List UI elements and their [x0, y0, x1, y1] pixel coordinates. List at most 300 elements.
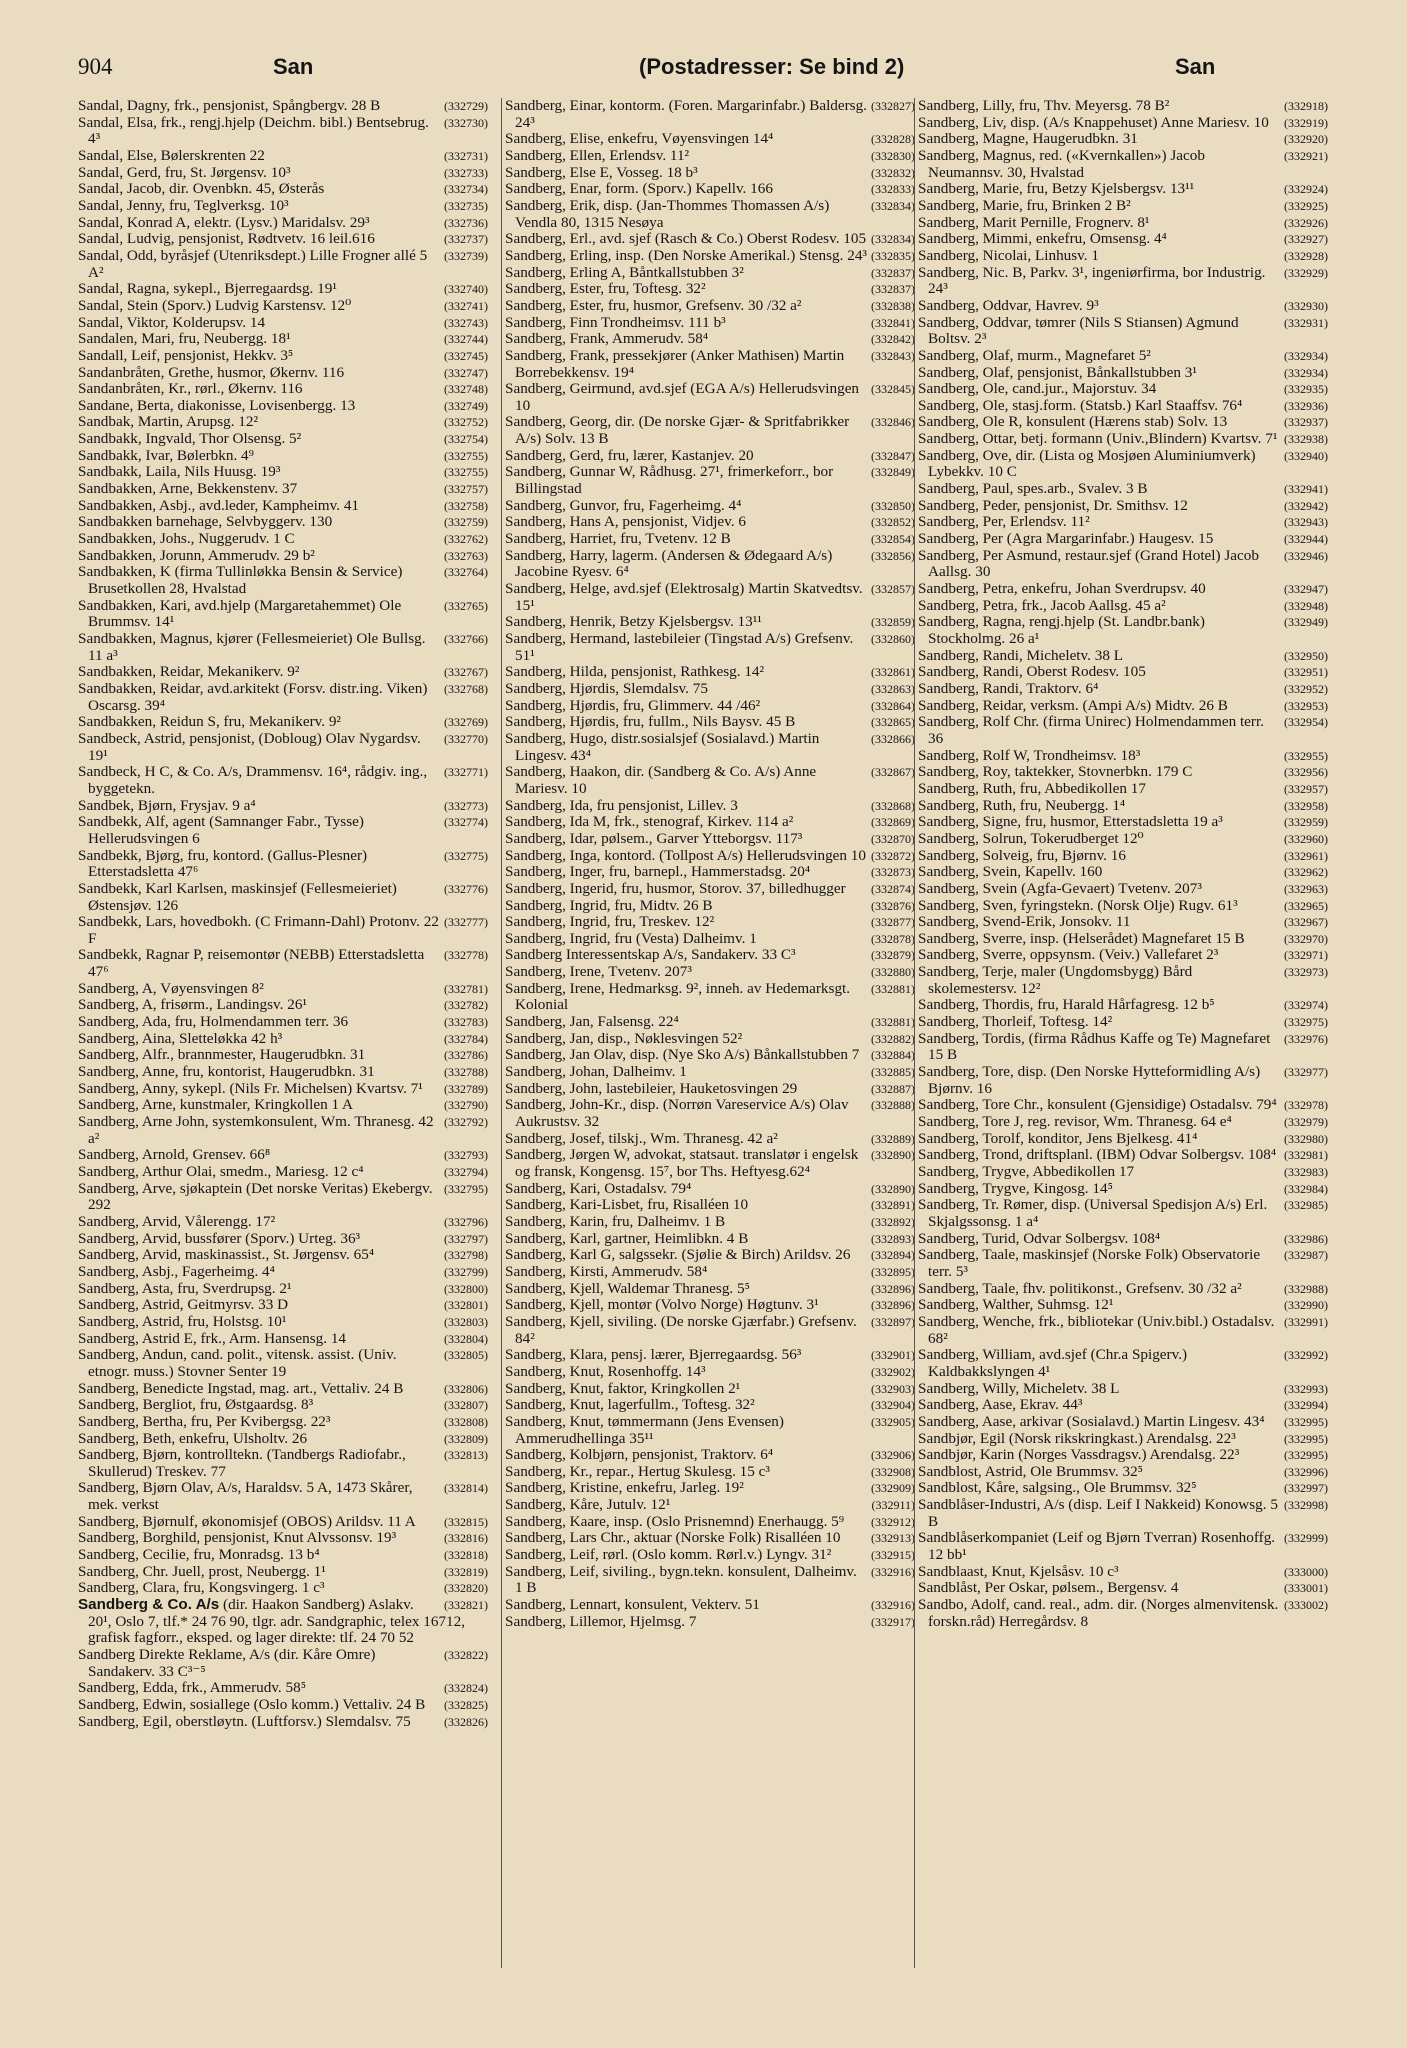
directory-entry: [505, 1281, 915, 1298]
directory-entry: [78, 1314, 488, 1331]
entry-phone: (332924): [1284, 182, 1328, 197]
directory-entry: [78, 498, 488, 515]
entry-phone: (332730): [444, 115, 488, 130]
entry-text: Sandberg, Jan Olav, disp. (Nye Sko A/s) Bånkallstubben 7: [505, 1046, 860, 1064]
directory-entry: [78, 1081, 488, 1098]
entry-phone: (332948): [1284, 598, 1328, 613]
directory-entry: [78, 1431, 488, 1448]
directory-entry: [918, 598, 1328, 615]
header-title: (Postadresser: Se bind 2): [639, 54, 905, 79]
entry-text: Sandal, Elsa, frk., rengj.hjelp (Deichm. bibl.) Bentsebrug. 4³: [78, 113, 429, 148]
entry-phone: (332917): [871, 1614, 915, 1629]
directory-entry: [918, 481, 1328, 498]
directory-entry: [78, 215, 488, 232]
entry-phone: (332977): [1284, 1065, 1328, 1080]
entry-text: Sandberg, Johan, Dalheimv. 1: [505, 1063, 687, 1081]
entry-text: Sandberg, Marit Pernille, Frognerv. 8¹: [918, 213, 1150, 231]
entry-phone: (332942): [1284, 498, 1328, 513]
entry-phone: (332967): [1284, 915, 1328, 930]
directory-entry: [505, 931, 915, 948]
entry-phone: (332752): [444, 415, 488, 430]
entry-text: Sandal, Ludvig, pensjonist, Rødtvetv. 16 leil.616: [78, 230, 375, 248]
entry-text: Sandberg, Trygve, Abbedikollen 17: [918, 1163, 1135, 1180]
entry-phone: (332828): [871, 132, 915, 147]
entry-phone: (332873): [871, 865, 915, 880]
entry-text: Sandbjør, Egil (Norsk rikskringkast.) Arendalsg. 22³: [918, 1429, 1236, 1447]
entry-phone: (332852): [871, 515, 915, 530]
entry-phone: (332846): [871, 415, 915, 430]
entry-phone: (332733): [444, 165, 488, 180]
entry-phone: (332864): [871, 698, 915, 713]
directory-entry: [505, 981, 915, 1014]
entry-phone: (332805): [444, 1348, 488, 1363]
directory-entry: [78, 997, 488, 1014]
entry-text: Sandberg, Ellen, Erlendsv. 11²: [505, 146, 690, 164]
entry-phone: (332986): [1284, 1231, 1328, 1246]
entry-phone: (332981): [1284, 1148, 1328, 1163]
directory-entry: [505, 831, 915, 848]
entry-phone: (332838): [871, 298, 915, 313]
directory-entry: [78, 564, 488, 597]
entry-phone: (332973): [1284, 965, 1328, 980]
entry-phone: (332882): [871, 1031, 915, 1046]
entry-text: Sandberg, Liv, disp. (A/s Knappehuset) Anne Mariesv. 10: [918, 113, 1269, 131]
directory-entry: [505, 1364, 915, 1381]
entry-phone: (332834): [871, 232, 915, 247]
entry-text: Sandberg, Bertha, fru, Per Kvibergsg. 22³: [78, 1412, 331, 1430]
directory-entry: [918, 231, 1328, 248]
entry-text: Sandblåserkompaniet (Leif og Bjørn Tverran) Rosenhoffg. 12 bb¹: [918, 1529, 1276, 1564]
entry-phone: (332940): [1284, 448, 1328, 463]
directory-entry: [78, 531, 488, 548]
directory-entry: [505, 1530, 915, 1547]
directory-entry: [505, 631, 915, 664]
entry-phone: (332774): [444, 815, 488, 830]
entry-text: Sandberg, Sverre, oppsynsm. (Veiv.) Vallefaret 2³: [918, 946, 1219, 964]
directory-entry: [78, 1397, 488, 1414]
entry-text: Sandberg, A, Vøyensvingen 8²: [78, 979, 264, 997]
entry-phone: (332891): [871, 1198, 915, 1213]
entry-phone: (332959): [1284, 815, 1328, 830]
entry-phone: (332857): [871, 582, 915, 597]
directory-entry: [78, 731, 488, 764]
entry-text: Sandberg, Ole R, konsulent (Hærens stab) Solv. 13: [918, 413, 1228, 431]
directory-entry: [505, 448, 915, 465]
entry-phone: (332970): [1284, 931, 1328, 946]
directory-entry: [78, 1347, 488, 1380]
directory-entry: [918, 1114, 1328, 1131]
directory-entry: [78, 1714, 488, 1731]
entry-phone: (332929): [1284, 265, 1328, 280]
entry-text: Sandberg, Else E, Vosseg. 18 b³: [505, 163, 698, 181]
entry-phone: (332792): [444, 1115, 488, 1130]
entry-phone: (332904): [871, 1398, 915, 1413]
entry-phone: (332849): [871, 465, 915, 480]
entry-text: Sandberg, Arvid, maskinassist., St. Jørgensv. 65⁴: [78, 1246, 375, 1264]
directory-entry: [78, 1047, 488, 1064]
entry-phone: (332937): [1284, 415, 1328, 430]
entry-text: Sandberg, Hilda, pensjonist, Rathkesg. 14²: [505, 663, 765, 681]
entry-text: Sandberg, Knut, Rosenhoffg. 14³: [505, 1362, 706, 1380]
entry-phone: (332881): [871, 1015, 915, 1030]
directory-entry: [78, 881, 488, 914]
entry-text: Sandberg, Lennart, konsulent, Vekterv. 51: [505, 1596, 760, 1614]
entry-phone: (332769): [444, 715, 488, 730]
entry-phone: (332920): [1284, 132, 1328, 147]
entry-phone: (332870): [871, 831, 915, 846]
entry-text: Sandberg, A, frisørm., Landingsv. 26¹: [78, 996, 307, 1014]
entry-text: Sandberg, Lilly, fru, Thv. Meyersg. 78 B²: [918, 98, 1170, 114]
entry-phone: (332943): [1284, 515, 1328, 530]
entry-phone: (332999): [1284, 1531, 1328, 1546]
entry-phone: (332827): [871, 99, 915, 113]
directory-entry: [78, 1281, 488, 1298]
entry-text: Sandberg, Reidar, verksm. (Ampi A/s) Midtv. 26 B: [918, 696, 1228, 714]
directory-entry: [918, 1197, 1328, 1230]
entry-phone: (332814): [444, 1481, 488, 1496]
directory-entry: [918, 265, 1328, 298]
directory-entry: [918, 1414, 1328, 1431]
directory-entry: [78, 181, 488, 198]
entry-text: Sandberg, Ida, fru pensjonist, Lillev. 3: [505, 796, 738, 814]
directory-entry: [505, 181, 915, 198]
entry-phone: (332797): [444, 1231, 488, 1246]
directory-entry: [505, 1564, 915, 1597]
entry-phone: (332757): [444, 482, 488, 497]
directory-entry: [78, 481, 488, 498]
entry-phone: (332872): [871, 848, 915, 863]
directory-entry: [505, 231, 915, 248]
entry-phone: (332880): [871, 965, 915, 980]
entry-phone: (332825): [444, 1698, 488, 1712]
entry-phone: (332801): [444, 1298, 488, 1313]
directory-entry: [78, 1247, 488, 1264]
entry-text: Sandberg Interessentskap A/s, Sandakerv. 33 C³: [505, 946, 796, 964]
directory-entry: [918, 198, 1328, 215]
directory-entry: [918, 115, 1328, 132]
entry-text: Sandanbråten, Grethe, husmor, Økernv. 116: [78, 363, 345, 381]
entry-phone: (332845): [871, 382, 915, 397]
entry-text: Sandberg, Petra, frk., Jacob Aallsg. 45 a²: [918, 596, 1166, 614]
directory-entry: [918, 514, 1328, 531]
entry-text: Sandberg, Knut, lagerfullm., Toftesg. 32²: [505, 1396, 755, 1414]
entry-phone: (332793): [444, 1148, 488, 1163]
entry-text: Sandbekk, Bjørg, fru, kontord. (Gallus-Plesner) Etterstadsletta 47⁶: [78, 846, 368, 881]
entry-text: Sandberg, Roy, taktekker, Stovnerbkn. 179 C: [918, 763, 1193, 781]
entry-text: Sandal, Viktor, Kolderupsv. 14: [78, 313, 266, 331]
entry-text: Sandberg, Jan, Falsensg. 22⁴: [505, 1013, 679, 1031]
directory-entry: [505, 348, 915, 381]
directory-entry: [78, 1480, 488, 1513]
entry-text: Sandberg, Aase, Ekrav. 44³: [918, 1396, 1083, 1414]
entry-text: Sandberg, Lars Chr., aktuar (Norske Folk) Risalléen 10: [505, 1529, 841, 1547]
entry-phone: (332887): [871, 1081, 915, 1096]
entry-phone: (332764): [444, 565, 488, 580]
directory-entry: [78, 1097, 488, 1114]
entry-phone: (332859): [871, 615, 915, 630]
entry-text: Sandberg, Ingrid, fru, Treskev. 12²: [505, 913, 715, 931]
directory-entry: [918, 531, 1328, 548]
entry-text: Sandberg, Harry, lagerm. (Andersen & Ødegaard A/s) Jacobine Ryesv. 6⁴: [505, 546, 833, 581]
entry-text: Sandberg, Kjell, siviling. (De norske Gjærfabr.) Grefsenv. 84²: [505, 1312, 857, 1347]
entry-text: Sandberg, Sven, fyringstekn. (Norsk Olje) Rugv. 61³: [918, 896, 1238, 914]
entry-text: Sandbakken, Jorunn, Ammerudv. 29 b²: [78, 546, 315, 564]
entry-phone: (332913): [871, 1531, 915, 1546]
entry-text: Sandberg, Einar, kontorm. (Foren. Margarinfabr.) Baldersg. 24³: [505, 98, 867, 131]
entry-text: Sandberg, Solveig, fru, Bjørnv. 16: [918, 846, 1126, 864]
entry-text: Sandblåser-Industri, A/s (disp. Leif I Nakkeid) Konowsg. 5 B: [918, 1496, 1278, 1530]
entry-text: Sandberg, Ingerid, fru, husmor, Storov. 37, billedhugger: [505, 879, 846, 897]
entry-phone: (332781): [444, 981, 488, 996]
entry-phone: (332896): [871, 1281, 915, 1296]
entry-phone: (332930): [1284, 298, 1328, 313]
entry-phone: (332950): [1284, 648, 1328, 663]
entry-phone: (333002): [1284, 1598, 1328, 1613]
directory-entry: [78, 165, 488, 182]
directory-entry: [918, 431, 1328, 448]
entry-text: Sandalen, Mari, fru, Neubergg. 18¹: [78, 330, 291, 348]
directory-entry: [78, 631, 488, 664]
entry-text: Sandberg, Klara, pensj. lærer, Bjerregaardsg. 56³: [505, 1346, 802, 1364]
directory-entry: [505, 1197, 915, 1214]
directory-entry: [505, 531, 915, 548]
entry-text: Sandberg, Terje, maler (Ungdomsbygg) Bård skolemestersv. 12²: [918, 963, 1193, 997]
directory-entry: [78, 148, 488, 165]
entry-phone: (332990): [1284, 1298, 1328, 1313]
entry-text: Sandberg, Edwin, sosiallege (Oslo komm.) Vettaliv. 24 B: [78, 1696, 426, 1713]
entry-text: Sandberg, Kåre, Jutulv. 12¹: [505, 1496, 671, 1514]
directory-entry: [505, 131, 915, 148]
page-header: [78, 54, 1325, 84]
entry-phone: (332890): [871, 1148, 915, 1163]
entry-phone: (332869): [871, 815, 915, 830]
entry-phone: (332983): [1284, 1165, 1328, 1179]
entry-text: Sandberg, Erling A, Båntkallstubben 3²: [505, 263, 744, 281]
directory-entry: [78, 1264, 488, 1281]
entry-phone: (332915): [871, 1548, 915, 1563]
entry-phone: (332911): [871, 1498, 915, 1513]
directory-entry: [918, 781, 1328, 798]
directory-entry: [505, 1231, 915, 1248]
directory-entry: [505, 964, 915, 981]
directory-entry: [505, 1214, 915, 1231]
directory-entry: [78, 365, 488, 382]
directory-entry: [918, 1381, 1328, 1398]
entry-text: Sandberg, Astrid E, frk., Arm. Hansensg. 14: [78, 1329, 347, 1347]
entry-text: Sandberg, Ole, cand.jur., Majorstuv. 34: [918, 380, 1157, 398]
entry-phone: (332890): [871, 1181, 915, 1196]
directory-entry: [78, 1181, 488, 1214]
directory-entry: [78, 1697, 488, 1714]
entry-text: Sandbek, Bjørn, Frysjav. 9 a⁴: [78, 796, 256, 814]
directory-entry: [505, 1097, 915, 1130]
entry-text: Sandbekk, Karl Karlsen, maskinsjef (Fellesmeieriet) Østensjøv. 126: [78, 879, 397, 914]
entry-text: Sandberg, Karl, gartner, Heimlibkn. 4 B: [505, 1229, 749, 1247]
entry-text: Sandberg, Willy, Micheletv. 38 L: [918, 1379, 1120, 1397]
entry-phone: (332813): [444, 1448, 488, 1463]
directory-entry: [505, 1381, 915, 1398]
directory-entry: [918, 664, 1328, 681]
entry-text: Sandbekk, Lars, hovedbokh. (C Frimann-Dahl) Protonv. 22 F: [78, 913, 439, 947]
entry-text: Sandberg, Hjørdis, fru, fullm., Nils Baysv. 45 B: [505, 713, 796, 731]
entry-phone: (332956): [1284, 765, 1328, 780]
directory-entry: [505, 1264, 915, 1281]
entry-phone: (332773): [444, 798, 488, 813]
entry-phone: (332816): [444, 1531, 488, 1546]
directory-entry: [505, 148, 915, 165]
entry-phone: (332927): [1284, 232, 1328, 247]
directory-entry: [918, 215, 1328, 232]
entry-phone: (332758): [444, 498, 488, 513]
directory-entry: [918, 681, 1328, 698]
directory-entry: [505, 947, 915, 964]
entry-text: Sandberg, Irene, Hedmarksg. 9², inneh. av Hedemarksgt. Kolonial: [505, 979, 851, 1014]
entry-phone: (332951): [1284, 665, 1328, 680]
entry-text: Sandal, Jacob, dir. Ovenbkn. 45, Østerås: [78, 180, 325, 198]
header-left-keyword: San: [273, 54, 314, 79]
directory-entry: [505, 1597, 915, 1614]
directory-entry: [78, 1547, 488, 1564]
directory-entry: [78, 381, 488, 398]
directory-entry: [918, 1314, 1328, 1347]
entry-text: Sandberg, Arne John, systemkonsulent, Wm. Thranesg. 42 a²: [78, 1113, 434, 1147]
entry-text: Sandberg, Elise, enkefru, Vøyensvingen 14⁴: [505, 130, 774, 148]
directory-entry: [78, 514, 488, 531]
entry-text: Sandberg, Kaare, insp. (Oslo Prisnemnd) Enerhaugg. 5⁹: [505, 1512, 845, 1530]
entry-phone: (332896): [871, 1298, 915, 1313]
directory-entry: [505, 331, 915, 348]
entry-text: Sandberg, Nic. B, Parkv. 3¹, ingeniørfirma, bor Industrig. 24³: [918, 263, 1266, 298]
entry-text: Sandberg, Oddvar, tømrer (Nils S Stiansen) Agmund Boltsv. 2³: [918, 313, 1239, 348]
entry-text: Sandberg, Solrun, Tokerudberget 12⁰: [918, 829, 1144, 847]
entry-text: Sandberg, Svend-Erik, Jonsokv. 11: [918, 913, 1131, 931]
directory-entry: [78, 814, 488, 847]
entry-phone: (332866): [871, 731, 915, 746]
directory-entry: [505, 514, 915, 531]
directory-entry: [918, 831, 1328, 848]
entry-text: Sandberg, Kari, Ostadalsv. 79⁴: [505, 1179, 692, 1197]
directory-entry: [78, 914, 488, 947]
entry-text: Sandbakk, Laila, Nils Huusg. 19³: [78, 463, 281, 481]
entry-phone: (332860): [871, 632, 915, 646]
directory-entry: [918, 1347, 1328, 1380]
directory-entry: [78, 348, 488, 365]
entry-phone: (332794): [444, 1165, 488, 1179]
directory-entry: [505, 1181, 915, 1198]
entry-text: Sandberg, Svein (Agfa-Gevaert) Tvetenv. 207³: [918, 879, 1202, 897]
directory-entry: [505, 1064, 915, 1081]
directory-columns: [78, 98, 1328, 1968]
entry-text: Sandberg, Walther, Suhmsg. 12¹: [918, 1296, 1114, 1314]
entry-text: Sandberg, Cecilie, fru, Monradsg. 13 b⁴: [78, 1546, 320, 1564]
entry-phone: (332936): [1284, 398, 1328, 413]
entry-phone: (332743): [444, 315, 488, 330]
entry-text: Sandbjør, Karin (Norges Vassdragsv.) Arendalsg. 22³: [918, 1446, 1240, 1464]
entry-text: Sandbakken barnehage, Selvbyggerv. 130: [78, 513, 333, 531]
entry-text: Sandberg, Per Asmund, restaur.sjef (Grand Hotel) Jacob Aallsg. 30: [918, 546, 1259, 581]
entry-phone: (332902): [871, 1364, 915, 1379]
entry-text: Sandberg, Erik, disp. (Jan-Thommes Thomassen A/s) Vendla 80, 1315 Nesøya: [505, 196, 830, 231]
directory-entry: [918, 748, 1328, 765]
entry-phone: (332842): [871, 332, 915, 347]
directory-entry: [78, 1147, 488, 1164]
directory-entry: [918, 1431, 1328, 1448]
entry-phone: (332987): [1284, 1248, 1328, 1263]
directory-entry: [78, 1164, 488, 1181]
directory-entry: [505, 1047, 915, 1064]
entry-phone: (332803): [444, 1314, 488, 1329]
entry-phone: (332935): [1284, 382, 1328, 397]
entry-text: Sandbeck, H C, & Co. A/s, Drammensv. 16⁴, rådgiv. ing., byggetekn.: [78, 763, 428, 797]
directory-entry: [505, 1447, 915, 1464]
entry-text: Sandberg, Torolf, konditor, Jens Bjelkesg. 41⁴: [918, 1129, 1198, 1147]
entry-phone: (332749): [444, 398, 488, 413]
entry-phone: (332984): [1284, 1181, 1328, 1196]
entry-phone: (332777): [444, 915, 488, 930]
entry-text: Sandberg, Kristine, enkefru, Jarleg. 19²: [505, 1479, 744, 1497]
entry-text: Sandberg, John, lastebileier, Hauketosvingen 29: [505, 1079, 798, 1097]
entry-phone: (332821): [444, 1598, 488, 1613]
entry-text: Sandberg, Randi, Micheletv. 38 L: [918, 646, 1123, 664]
directory-entry: [505, 1314, 915, 1347]
directory-entry: [505, 814, 915, 831]
directory-entry: [505, 1397, 915, 1414]
directory-entry: [78, 1680, 488, 1697]
directory-entry: [918, 1447, 1328, 1464]
directory-entry: [918, 1164, 1328, 1181]
entry-phone: (332979): [1284, 1115, 1328, 1130]
entry-text: Sandberg, Per, Erlendsv. 11²: [918, 513, 1090, 531]
directory-entry: [78, 714, 488, 731]
directory-entry: [78, 231, 488, 248]
entry-text: Sandberg, Trond, driftsplanl. (IBM) Odvar Solbergsv. 108⁴: [918, 1146, 1277, 1164]
column-2: [501, 98, 915, 1968]
directory-entry: [505, 248, 915, 265]
entry-phone: (332789): [444, 1081, 488, 1096]
entry-text: Sandberg, Tore Chr., konsulent (Gjensidige) Ostadalsv. 79⁴: [918, 1096, 1277, 1114]
entry-text: Sandberg, Ester, fru, Toftesg. 32²: [505, 280, 706, 298]
entry-phone: (332841): [871, 315, 915, 330]
directory-entry: [505, 1614, 915, 1631]
entry-text: Sandberg, Olaf, pensjonist, Bånkallstubben 3¹: [918, 363, 1197, 381]
entry-text: Sandberg, Kjell, montør (Volvo Norge) Høgtunv. 3¹: [505, 1296, 819, 1314]
entry-text: Sandberg, Frank, pressekjører (Anker Mathisen) Martin Borrebekkensv. 19⁴: [505, 346, 845, 381]
directory-entry: [78, 1647, 488, 1680]
directory-entry: [918, 1031, 1328, 1064]
entry-text: Sandberg, Kjell, Waldemar Thranesg. 5⁵: [505, 1279, 750, 1297]
column-1: [78, 98, 488, 1968]
entry-text: Sandberg, Helge, avd.sjef (Elektrosalg) Martin Skatvedtsv. 15¹: [505, 580, 863, 614]
entry-text: Sandberg, Ole, stasj.form. (Statsb.) Karl Staaffsv. 76⁴: [918, 396, 1243, 414]
entry-text: Sandberg, Leif, rørl. (Oslo komm. Rørl.v.) Lyngv. 31²: [505, 1546, 832, 1564]
entry-text: Sandal, Stein (Sporv.) Ludvig Karstensv. 12⁰: [78, 296, 352, 314]
entry-phone: (332740): [444, 282, 488, 297]
entry-phone: (332992): [1284, 1348, 1328, 1363]
directory-entry: [505, 265, 915, 282]
entry-phone: (332995): [1284, 1431, 1328, 1446]
entry-text: Sandberg, Kari-Lisbet, fru, Risalléen 10: [505, 1196, 749, 1214]
directory-entry: [918, 1597, 1328, 1630]
entry-text: Sandberg, Erling, insp. (Den Norske Amerikal.) Stensg. 24³: [505, 246, 867, 264]
directory-entry: [505, 914, 915, 931]
entry-phone: (332991): [1284, 1314, 1328, 1329]
entry-phone: (332903): [871, 1381, 915, 1396]
entry-text: Sandberg, Arnold, Grensev. 66⁸: [78, 1146, 271, 1164]
entry-phone: (332843): [871, 348, 915, 363]
entry-phone: (332755): [444, 465, 488, 480]
entry-text: Sandberg, Thordis, fru, Harald Hårfagresg. 12 b⁵: [918, 996, 1215, 1014]
entry-phone: (332833): [871, 182, 915, 197]
